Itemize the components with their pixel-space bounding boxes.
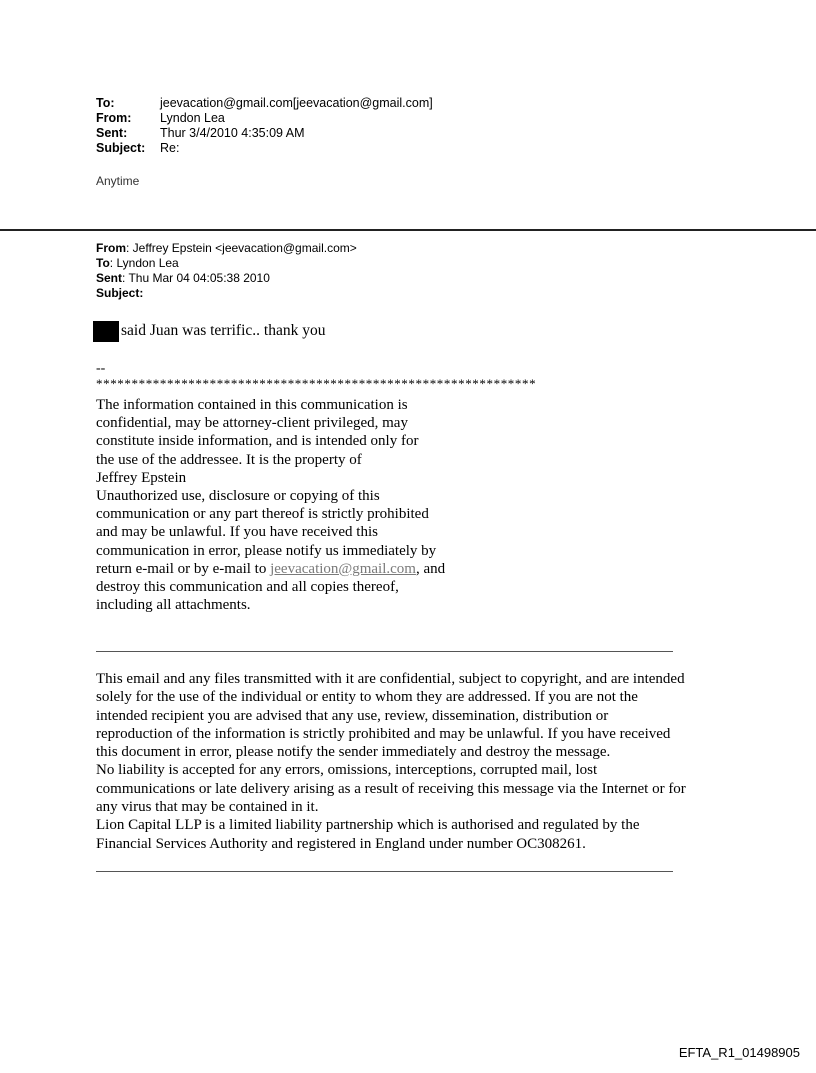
- email-link[interactable]: jeevacation@gmail.com: [270, 560, 416, 577]
- subject-row: [96, 141, 433, 156]
- disclaimer-line: Financial Services Authority and registered in England under number OC308261.: [96, 835, 586, 852]
- conf-line: The information contained in this communication is: [96, 397, 408, 413]
- signature-stars: **************************************************************: [96, 376, 537, 391]
- fwd-from-value: : Jeffrey Epstein <jeevacation@gmail.com>: [126, 241, 357, 255]
- from-value: Lyndon Lea: [160, 111, 225, 125]
- confidentiality-notice: [96, 396, 496, 614]
- disclaimer-line: solely for the use of the individual or entity to whom they are addressed. If you are not the: [96, 689, 638, 706]
- sent-label: Sent:: [96, 126, 128, 140]
- signature-dashes: --: [96, 361, 106, 376]
- document-id: EFTA_R1_01498905: [678, 1045, 800, 1060]
- fwd-from-row: [96, 241, 357, 256]
- sent-value: Thur 3/4/2010 4:35:09 AM: [160, 126, 305, 140]
- from-row: [96, 111, 433, 126]
- to-label: To:: [96, 96, 115, 110]
- fwd-to-label: To: [96, 256, 110, 270]
- conf-line: confidential, may be attorney-client privileged, may: [96, 415, 408, 432]
- conf-line: destroy this communication and all copies thereof,: [96, 579, 399, 596]
- disclaimer-line: No liability is accepted for any errors, omissions, interceptions, corrupted mail, lost: [96, 762, 598, 779]
- conf-line: including all attachments.: [96, 597, 251, 614]
- disclaimer-line: This email and any files transmitted with it are confidential, subject to copyright, and are intended: [96, 671, 685, 687]
- fwd-sent-label: Sent: [96, 271, 123, 285]
- conf-line: the use of the addressee. It is the property of: [96, 451, 362, 468]
- subject-value: Re:: [160, 141, 180, 155]
- disclaimer-line: communications or late delivery arising as a result of receiving this message via the Internet or for: [96, 780, 686, 797]
- to-value: jeevacation@gmail.com[jeevacation@gmail.com]: [160, 96, 433, 110]
- fwd-sent-value: : Thu Mar 04 04:05:38 2010: [122, 271, 270, 285]
- disclaimer-line: any virus that may be contained in it.: [96, 799, 319, 816]
- conf-link-suffix: , and: [415, 560, 446, 577]
- conf-line: Jeffrey Epstein: [96, 469, 187, 486]
- redaction-box: [93, 321, 119, 342]
- forwarded-header: [96, 241, 357, 301]
- conf-line: Unauthorized use, disclosure or copying of this: [96, 488, 380, 505]
- lion-capital-disclaimer: [96, 670, 686, 853]
- fwd-sent-row: [96, 271, 357, 286]
- from-label: From:: [96, 111, 132, 125]
- email-header: [96, 96, 433, 156]
- conf-line: communication or any part thereof is strictly prohibited: [96, 506, 429, 523]
- fwd-to-row: [96, 256, 357, 271]
- fwd-from-label: From: [96, 241, 126, 255]
- reply-text: Anytime: [96, 174, 140, 188]
- conf-line: communication in error, please notify us immediately by: [96, 542, 437, 559]
- fwd-subject-value: :: [139, 286, 144, 300]
- disclaimer-line: this document in error, please notify the sender immediately and destroy the message.: [96, 744, 611, 761]
- conf-line: and may be unlawful. If you have received this: [96, 524, 378, 541]
- conf-line: constitute inside information, and is intended only for: [96, 433, 419, 450]
- message-body: said Juan was terrific.. thank you: [121, 322, 326, 339]
- header-divider: [0, 229, 816, 231]
- to-row: [96, 96, 433, 111]
- sent-row: [96, 126, 433, 141]
- disclaimer-bottom-rule: [96, 871, 673, 872]
- fwd-to-value: : Lyndon Lea: [109, 256, 179, 270]
- conf-line-with-link: [96, 560, 496, 578]
- subject-label: Subject:: [96, 141, 146, 155]
- conf-link-prefix: return e-mail or by e-mail to: [96, 560, 271, 577]
- disclaimer-line: intended recipient you are advised that any use, review, dissemination, distribution or: [96, 707, 609, 724]
- disclaimer-line: reproduction of the information is strictly prohibited and may be unlawful. If you have received: [96, 725, 671, 742]
- fwd-subject-label: Subject: [96, 286, 140, 300]
- disclaimer-line: Lion Capital LLP is a limited liability partnership which is authorised and regulated by the: [96, 817, 640, 834]
- fwd-subject-row: [96, 286, 357, 301]
- disclaimer-top-rule: [96, 651, 673, 652]
